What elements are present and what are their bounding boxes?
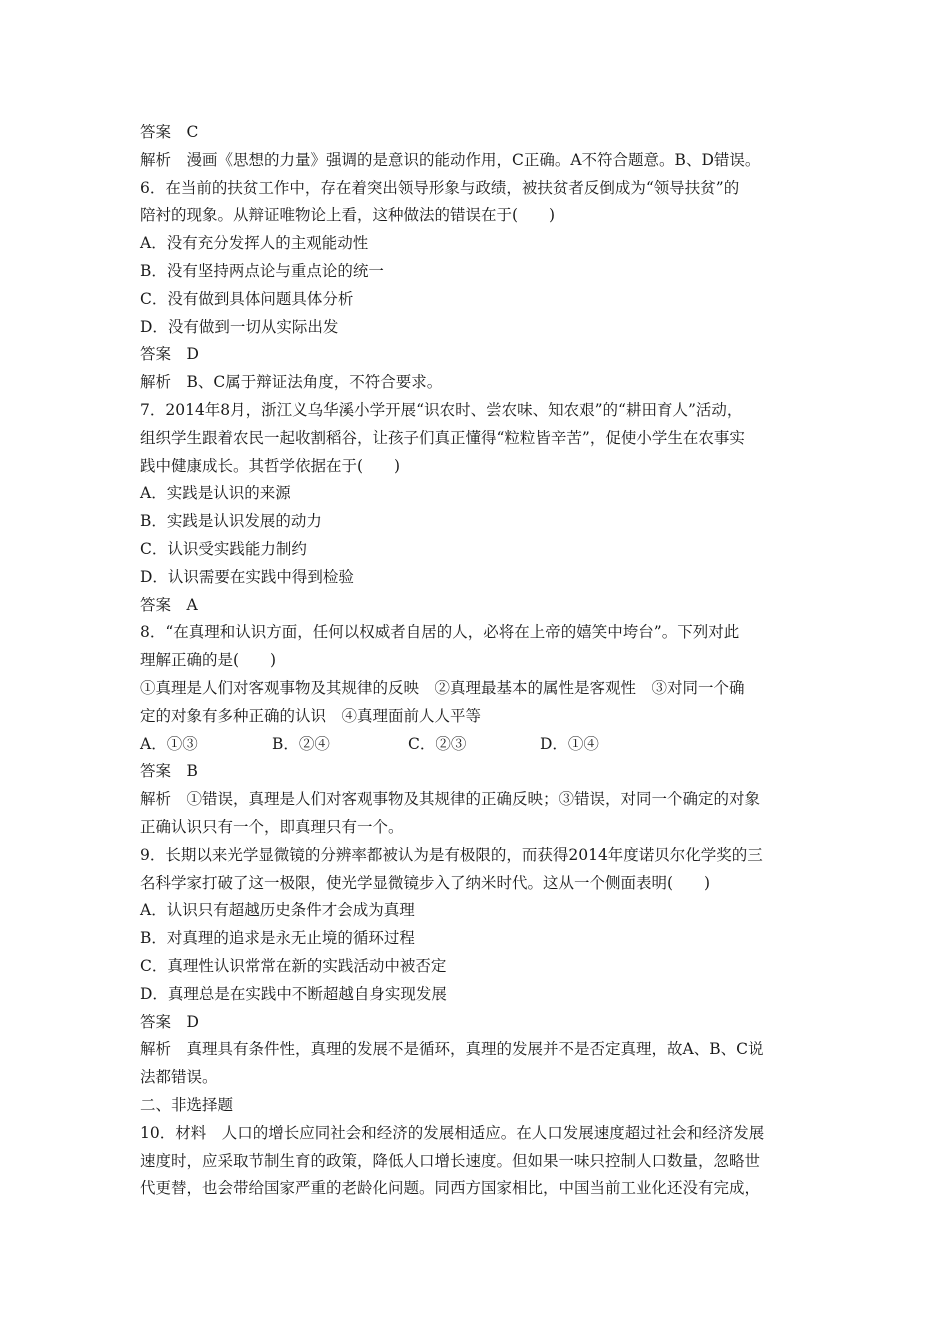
- text-line: 解析 B、C属于辩证法角度，不符合要求。: [140, 373, 443, 392]
- text-line: B．没有坚持两点论与重点论的统一: [140, 262, 384, 280]
- text-line: 践中健康成长。其哲学依据在于( ): [140, 456, 401, 475]
- text-line: C．真理性认识常常在新的实践活动中被否定: [140, 957, 447, 975]
- text-line: B．实践是认识发展的动力: [140, 512, 322, 531]
- text-line: D．认识需要在实践中得到检验: [140, 567, 354, 586]
- text-line: C．没有做到具体问题具体分析: [140, 289, 354, 308]
- text-line: 代更替，也会带给国家严重的老龄化问题。同西方国家相比，中国当前工业化还没有完成，: [140, 1179, 761, 1198]
- text-line: 答案 C: [140, 123, 199, 141]
- text-line: 答案 B: [140, 762, 198, 781]
- text-line: 答案 D: [140, 345, 199, 364]
- text-line: 解析 ①错误，真理是人们对客观事物及其规律的正确反映；③错误，对同一个确定的对象: [140, 790, 761, 809]
- text-line: 正确认识只有一个，即真理只有一个。: [140, 818, 404, 836]
- text-line: D．真理总是在实践中不断超越自身实现发展: [140, 984, 447, 1003]
- text-line: 6．在当前的扶贫工作中，存在着突出领导形象与政绩，被扶贫者反倒成为“领导扶贫”的: [140, 178, 740, 197]
- text-line: 名科学家打破了这一极限，使光学显微镜步入了纳米时代。这从一个侧面表明( ): [140, 873, 711, 892]
- text-line: 解析 真理具有条件性，真理的发展不是循环，真理的发展并不是否定真理，故A、B、C说: [140, 1040, 764, 1059]
- text-line: 二、非选择题: [140, 1096, 234, 1114]
- text-line: 理解正确的是( ): [140, 651, 277, 670]
- text-line: 答案 D: [140, 1012, 199, 1031]
- text-line: 8．“在真理和认识方面，任何以权威者自居的人，必将在上帝的嬉笑中垮台”。下列对此: [140, 623, 740, 642]
- text-line: 7．2014年8月，浙江义乌华溪小学开展“识农时、尝农味、知农艰”的“耕田育人”活动，: [140, 401, 743, 419]
- option-text: B．②④: [272, 734, 330, 753]
- text-line: 10．材料 人口的增长应同社会和经济的发展相适应。在人口发展速度超过社会和经济发展: [140, 1123, 765, 1142]
- text-line: 陪衬的现象。从辩证唯物论上看，这种做法的错误在于( ): [140, 206, 556, 225]
- text-line: 9．长期以来光学显微镜的分辨率都被认为是有极限的，而获得2014年度诺贝尔化学奖的三: [140, 845, 763, 864]
- text-line: 解析 漫画《思想的力量》强调的是意识的能动作用，C正确。A不符合题意。B、D错误。: [140, 150, 761, 169]
- text-line: D．没有做到一切从实际出发: [140, 317, 339, 336]
- text-line: 法都错误。: [140, 1068, 218, 1087]
- text-line: B．对真理的追求是永无止境的循环过程: [140, 929, 415, 948]
- text-line: 答案 A: [140, 595, 198, 614]
- text-line: ①真理是人们对客观事物及其规律的反映 ②真理最基本的属性是客观性 ③对同一个确: [140, 679, 745, 697]
- text-line: 组织学生跟着农民一起收割稻谷，让孩子们真正懂得“粒粒皆辛苦”，促使小学生在农事实: [140, 428, 745, 447]
- text-line: 定的对象有多种正确的认识 ④真理面前人人平等: [140, 706, 482, 725]
- option-text: C．②③: [408, 734, 467, 753]
- text-line: A．实践是认识的来源: [140, 484, 291, 503]
- text-line: C．认识受实践能力制约: [140, 540, 307, 558]
- text-line: A．没有充分发挥人的主观能动性: [140, 234, 369, 253]
- text-line: A．认识只有超越历史条件才会成为真理: [140, 901, 415, 920]
- option-text: D．①④: [540, 734, 599, 753]
- option-text: A．①③: [140, 734, 198, 753]
- text-line: 速度时，应采取节制生育的政策，降低人口增长速度。但如果一味只控制人口数量，忽略世: [140, 1151, 761, 1170]
